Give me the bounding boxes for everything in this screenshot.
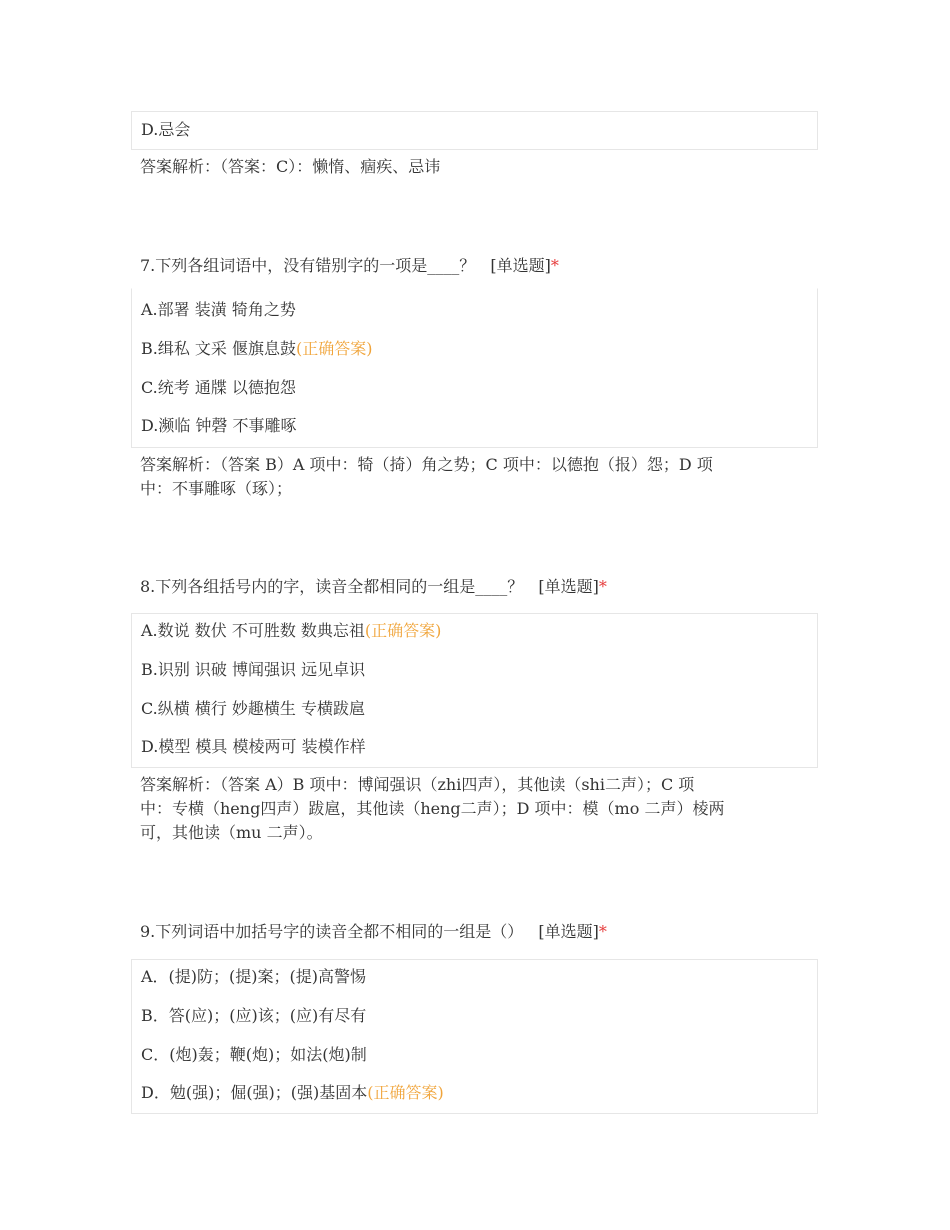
q9-type-label: [单选题] [538,922,599,941]
q6-options-box [131,111,818,150]
q8-option-c[interactable]: C.纵横 横行 妙趣横生 专横跋扈 [141,699,366,718]
q9-question-text: 9.下列词语中加括号字的读音全都不相同的一组是（） [140,922,524,941]
q8-analysis-line-1: 答案解析：（答案 A）B 项中：博闻强识（zhi四声），其他读（shi二声）；C 项 [140,775,695,794]
q6-analysis: 答案解析：（答案：C）：懒惰、痼疾、忌讳 [140,157,441,176]
q8-option-b[interactable]: B.识别 识破 博闻强识 远见卓识 [141,660,366,679]
q9-option-c[interactable]: C．(炮)轰；鞭(炮)；如法(炮)制 [141,1045,367,1064]
q9-required-mark: * [598,922,607,941]
q9-option-b[interactable]: B．答(应)；(应)该；(应)有尽有 [141,1006,367,1025]
q8-analysis-line-3: 可，其他读（mu 二声）。 [140,823,323,842]
correct-answer-tag: (正确答案) [296,339,373,358]
q8-type-label: [单选题] [538,577,599,596]
q9-option-d[interactable]: D．勉(强)；倔(强)；(强)基固本(正确答案) [141,1083,444,1102]
q8-analysis-line-2: 中：专横（heng四声）跋扈，其他读（heng二声）；D 项中：模（mo 二声）棱两 [140,799,725,818]
correct-answer-tag: (正确答案) [367,1083,444,1102]
q7-option-a[interactable]: A.部署 装潢 犄角之势 [141,300,296,319]
q7-option-d[interactable]: D.濒临 钟磬 不事雕啄 [141,416,297,435]
q8-option-a[interactable]: A.数说 数伏 不可胜数 数典忘祖(正确答案) [141,621,442,640]
q7-options-box [131,288,818,448]
q8-option-d[interactable]: D.模型 模具 模棱两可 装模作样 [141,737,366,756]
q7-analysis-line-2: 中：不事雕啄（琢）； [140,479,293,498]
q7-option-b[interactable]: B.缉私 文采 偃旗息鼓(正确答案) [141,339,373,358]
q7-type-label: [单选题] [490,256,551,275]
q7-analysis-line-1: 答案解析：（答案 B）A 项中：犄（掎）角之势；C 项中：以德抱（报）怨；D 项 [140,455,713,474]
q8-title [140,577,607,597]
q7-option-c[interactable]: C.统考 通牒 以德抱怨 [141,378,296,397]
q7-question-text: 7.下列各组词语中，没有错别字的一项是____？ [140,256,476,275]
q8-question-text: 8.下列各组括号内的字，读音全都相同的一组是____？ [140,577,524,596]
q9-title [140,922,607,942]
q7-required-mark: * [550,256,559,275]
q8-options-box [131,613,818,768]
q7-title [140,256,559,276]
correct-answer-tag: (正确答案) [364,621,442,640]
q6-option-d[interactable]: D.忌会 [141,120,191,139]
q8-required-mark: * [598,577,607,596]
q9-option-a[interactable]: A．(提)防；(提)案；(提)高警惕 [141,967,367,986]
q9-options-box [131,959,818,1114]
